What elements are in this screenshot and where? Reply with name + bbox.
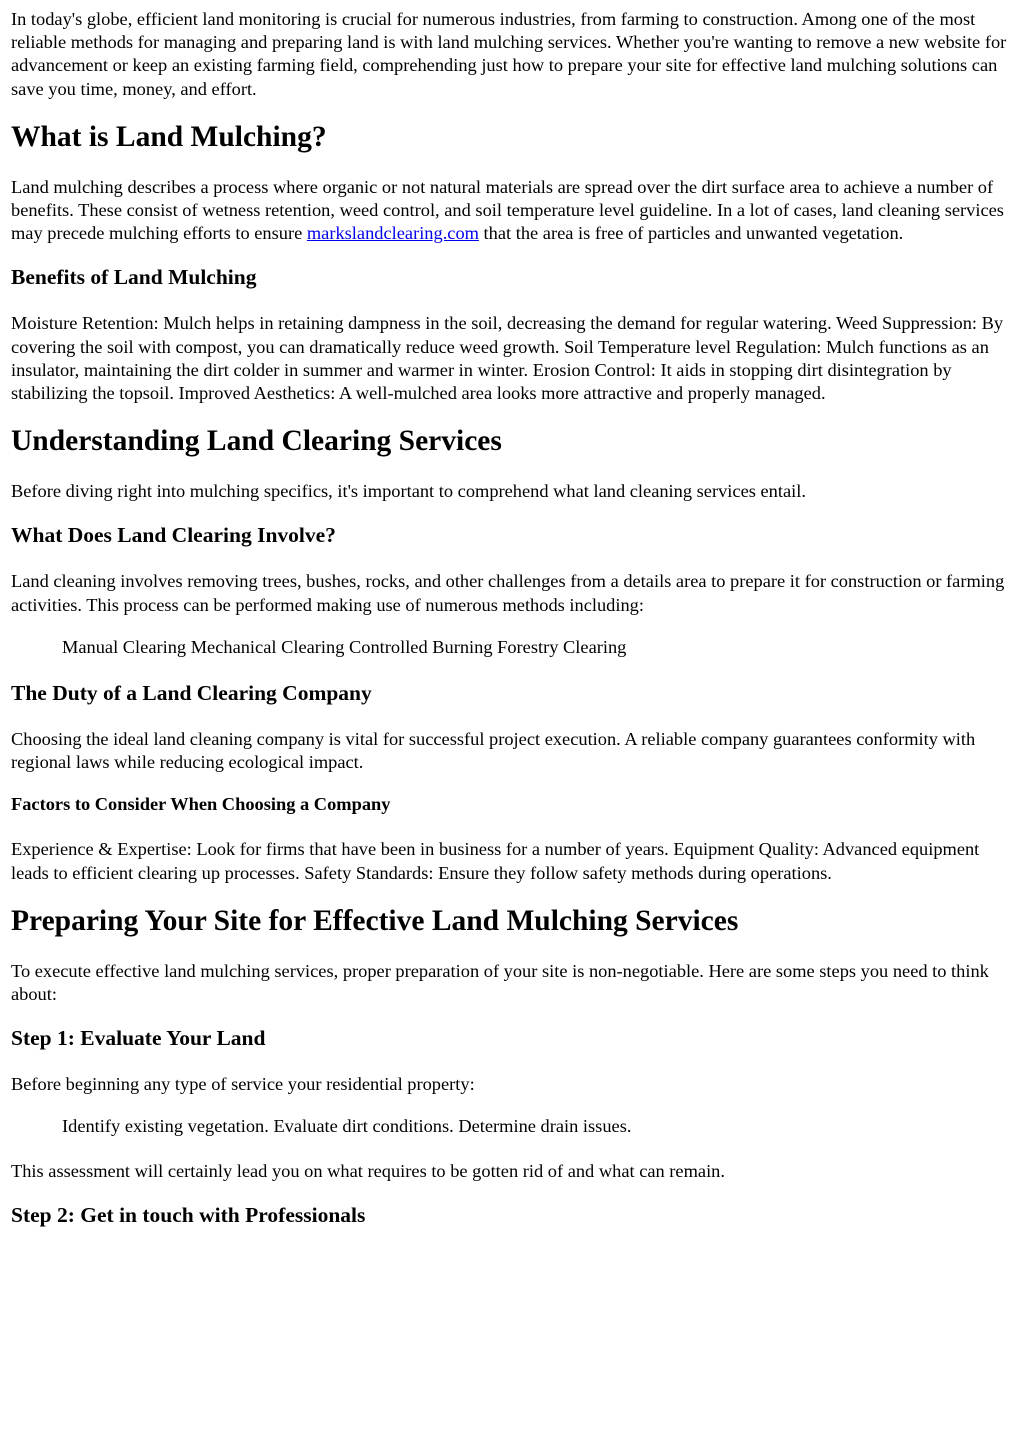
heading-preparing-site: Preparing Your Site for Effective Land Mulching Services bbox=[11, 904, 739, 937]
heading-what-is-land-mulching: What is Land Mulching? bbox=[11, 120, 327, 153]
step-1-paragraph: Before beginning any type of service your residential property: bbox=[11, 1074, 475, 1095]
intro-paragraph: In today's globe, efficient land monitoring is crucial for numerous industries, from farming to construction. Among one of the most reliable methods for managing and preparing land is with land mulching services. Whether you're wanting to remove a new website for advancement or keep an existing farming field, comprehending just how to prepare your site for effective land mulching solutions can save you time, money, and effort. bbox=[11, 9, 1007, 99]
heading-step-1: Step 1: Evaluate Your Land bbox=[11, 1026, 266, 1051]
clearing-involves-paragraph: Land cleaning involves removing trees, bushes, rocks, and other challenges from a details area to prepare it for construction or farming activities. This process can be performed making use of numerous methods including: bbox=[11, 571, 1005, 615]
heading-understanding-clearing: Understanding Land Clearing Services bbox=[11, 425, 502, 458]
land-mulching-text-before: Land mulching describes a process where organic or not natural materials are spread over the dirt surface area to achieve a number of benefits. These consist of wetness retention, weed control, and soil temperature level guideline. In a lot of cases, land cleaning services may precede mulching efforts to ensure bbox=[11, 176, 1004, 244]
factors-paragraph: Experience & Expertise: Look for firms that have been in business for a number of years. Equipment Quality: Advanced equipment leads to efficient clearing up processes. Safety Standards: Ensure they follow safety methods during operations. bbox=[11, 839, 980, 883]
duty-paragraph: Choosing the ideal land cleaning company is vital for successful project execution. A reliable company guarantees conformity with regional laws while reducing ecological impact. bbox=[11, 729, 976, 773]
step-1-list: Identify existing vegetation. Evaluate dirt conditions. Determine drain issues. bbox=[62, 1116, 632, 1137]
understanding-paragraph: Before diving right into mulching specifics, it's important to comprehend what land cleaning services entail. bbox=[11, 481, 806, 502]
heading-duty-of-company: The Duty of a Land Clearing Company bbox=[11, 681, 372, 706]
preparing-paragraph: To execute effective land mulching services, proper preparation of your site is non-negotiable. Here are some steps you need to think about: bbox=[11, 960, 989, 1005]
heading-factors: Factors to Consider When Choosing a Company bbox=[11, 794, 391, 815]
heading-what-clearing-involves: What Does Land Clearing Involve? bbox=[11, 523, 336, 548]
clearing-methods-list: Manual Clearing Mechanical Clearing Controlled Burning Forestry Clearing bbox=[62, 636, 627, 657]
land-mulching-paragraph bbox=[11, 176, 1013, 246]
benefits-paragraph: Moisture Retention: Mulch helps in retaining dampness in the soil, decreasing the demand for regular watering. Weed Suppression: By covering the soil with compost, you can dramatically reduce weed growth. Soil Temperature level Regulation: Mulch functions as an insulator, maintaining the dirt colder in summer and warmer in winter. Erosion Control: It aids in stopping dirt disintegration by stabilizing the topsoil. Improved Aesthetics: A well-mulched area looks more attractive and properly managed. bbox=[11, 313, 1004, 404]
heading-step-2: Step 2: Get in touch with Professionals bbox=[11, 1202, 366, 1227]
land-mulching-text-after: that the area is free of particles and unwanted vegetation. bbox=[478, 223, 904, 244]
heading-benefits: Benefits of Land Mulching bbox=[11, 265, 257, 290]
step-1-followup-paragraph: This assessment will certainly lead you on what requires to be gotten rid of and what can remain. bbox=[11, 1160, 725, 1181]
markslandclearing-link[interactable]: markslandclearing.com bbox=[306, 223, 479, 244]
